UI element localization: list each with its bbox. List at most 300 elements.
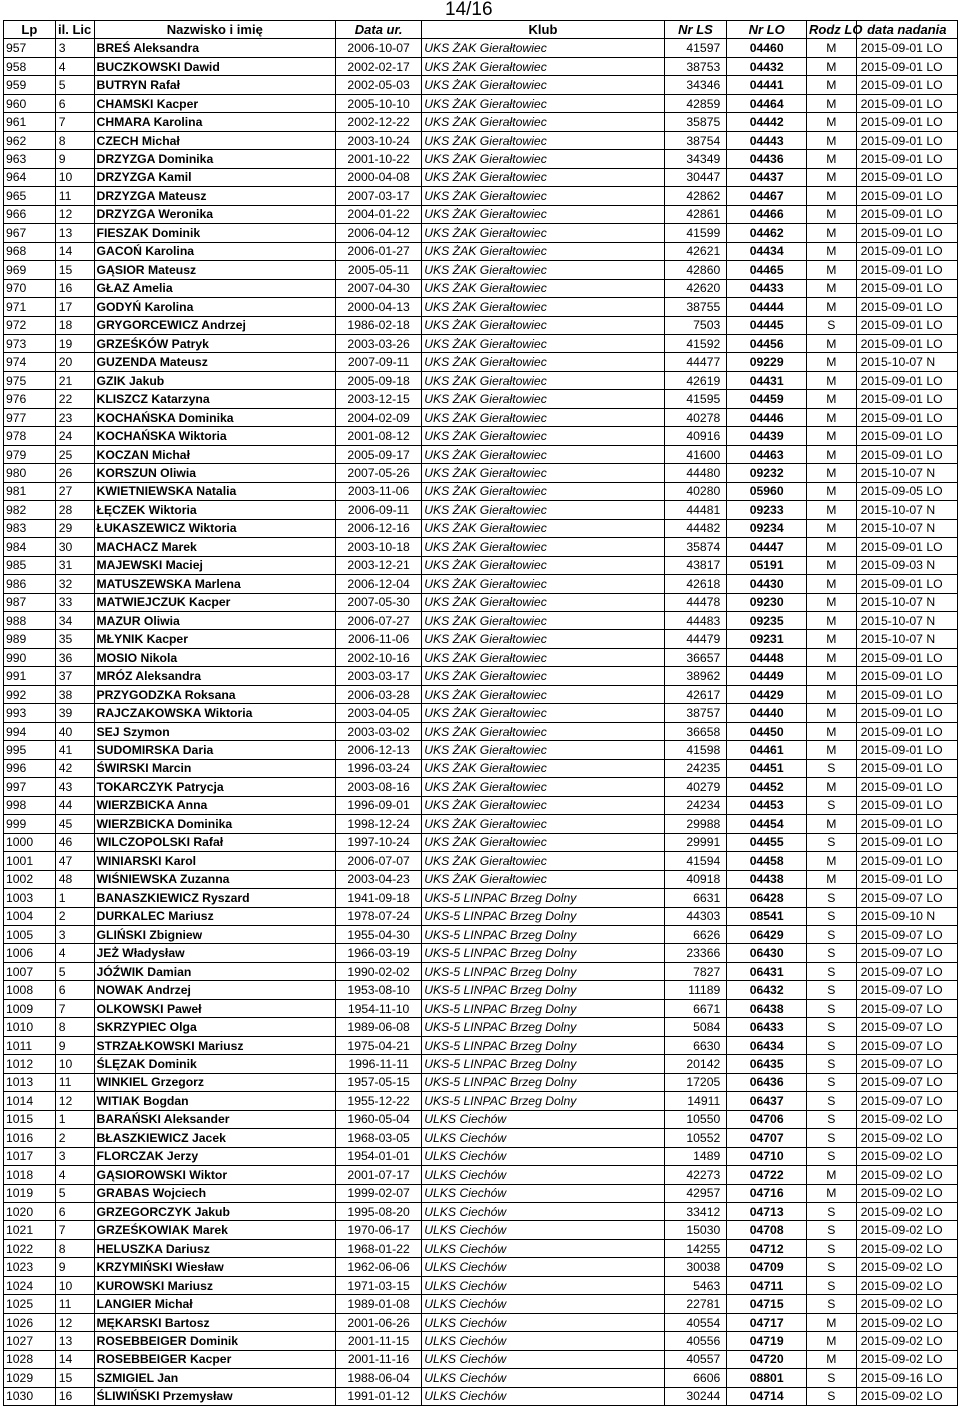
cell-lic: 3 — [55, 925, 94, 943]
cell-club: UKS-5 LINPAC Brzeg Dolny — [422, 907, 665, 925]
cell-name: SEJ Szymon — [94, 722, 335, 740]
table-row — [4, 205, 958, 223]
cell-nr-ls: 15030 — [664, 1221, 727, 1239]
cell-nr-ls: 44303 — [664, 907, 727, 925]
cell-club: UKS ŻAK Gierałtowiec — [422, 94, 665, 112]
cell-rodz-lo: M — [807, 224, 857, 242]
cell-nr-lo: 05191 — [727, 556, 807, 574]
cell-nr-lo: 06429 — [727, 925, 807, 943]
cell-rodz-lo: M — [807, 131, 857, 149]
cell-rodz-lo: M — [807, 113, 857, 131]
cell-nr-lo: 04439 — [727, 427, 807, 445]
cell-dob: 1996-11-11 — [335, 1055, 421, 1073]
table-row — [4, 999, 958, 1017]
table-row — [4, 1332, 958, 1350]
cell-rodz-lo: M — [807, 852, 857, 870]
cell-date: 2015-09-02 LO — [856, 1166, 957, 1184]
cell-name: SUDOMIRSKA Daria — [94, 741, 335, 759]
cell-nr-ls: 38753 — [664, 57, 727, 75]
cell-nr-ls: 40916 — [664, 427, 727, 445]
cell-nr-ls: 30038 — [664, 1258, 727, 1276]
cell-rodz-lo: M — [807, 298, 857, 316]
cell-club: UKS-5 LINPAC Brzeg Dolny — [422, 1073, 665, 1091]
cell-rodz-lo: M — [807, 519, 857, 537]
table-row — [4, 1055, 958, 1073]
cell-nr-lo: 04433 — [727, 279, 807, 297]
cell-lp: 1011 — [4, 1036, 56, 1054]
table-row — [4, 575, 958, 593]
cell-nr-ls: 42619 — [664, 371, 727, 389]
cell-nr-ls: 41592 — [664, 334, 727, 352]
cell-club: UKS ŻAK Gierałtowiec — [422, 685, 665, 703]
cell-rodz-lo: M — [807, 464, 857, 482]
cell-club: UKS ŻAK Gierałtowiec — [422, 759, 665, 777]
cell-rodz-lo: M — [807, 205, 857, 223]
cell-dob: 2000-04-08 — [335, 168, 421, 186]
cell-name: ŚWIRSKI Marcin — [94, 759, 335, 777]
cell-rodz-lo: S — [807, 907, 857, 925]
cell-lp: 1002 — [4, 870, 56, 888]
table-row — [4, 981, 958, 999]
cell-name: KOCHAŃSKA Dominika — [94, 408, 335, 426]
cell-club: UKS ŻAK Gierałtowiec — [422, 556, 665, 574]
cell-nr-lo: 04431 — [727, 371, 807, 389]
cell-rodz-lo: S — [807, 1239, 857, 1257]
cell-name: WINIARSKI Karol — [94, 852, 335, 870]
cell-lic: 48 — [55, 870, 94, 888]
table-row — [4, 464, 958, 482]
cell-nr-lo: 09233 — [727, 501, 807, 519]
cell-club: UKS ŻAK Gierałtowiec — [422, 242, 665, 260]
cell-club: UKS ŻAK Gierałtowiec — [422, 778, 665, 796]
table-row — [4, 113, 958, 131]
cell-dob: 1996-03-24 — [335, 759, 421, 777]
cell-nr-lo: 09229 — [727, 353, 807, 371]
table-row — [4, 1276, 958, 1294]
cell-nr-ls: 44481 — [664, 501, 727, 519]
cell-dob: 2006-12-04 — [335, 575, 421, 593]
cell-date: 2015-09-01 LO — [856, 833, 957, 851]
cell-nr-ls: 44482 — [664, 519, 727, 537]
table-row — [4, 778, 958, 796]
cell-nr-ls: 6631 — [664, 889, 727, 907]
cell-dob: 1988-06-04 — [335, 1369, 421, 1387]
cell-nr-lo: 04442 — [727, 113, 807, 131]
cell-rodz-lo: S — [807, 925, 857, 943]
cell-lic: 42 — [55, 759, 94, 777]
cell-lic: 6 — [55, 94, 94, 112]
cell-lic: 4 — [55, 57, 94, 75]
cell-name: BANASZKIEWICZ Ryszard — [94, 889, 335, 907]
cell-name: ŁUKASZEWICZ Wiktoria — [94, 519, 335, 537]
cell-lic: 13 — [55, 224, 94, 242]
cell-lic: 46 — [55, 833, 94, 851]
cell-rodz-lo: S — [807, 1258, 857, 1276]
cell-lic: 29 — [55, 519, 94, 537]
cell-date: 2015-09-01 LO — [856, 796, 957, 814]
cell-lic: 10 — [55, 1276, 94, 1294]
table-row — [4, 1110, 958, 1128]
cell-nr-lo: 04437 — [727, 168, 807, 186]
cell-lp: 962 — [4, 131, 56, 149]
table-row — [4, 1073, 958, 1091]
col-header-date: data nadania — [856, 21, 957, 39]
cell-dob: 2002-02-17 — [335, 57, 421, 75]
cell-club: UKS-5 LINPAC Brzeg Dolny — [422, 962, 665, 980]
cell-nr-ls: 7503 — [664, 316, 727, 334]
cell-nr-lo: 04448 — [727, 648, 807, 666]
cell-dob: 1968-03-05 — [335, 1129, 421, 1147]
cell-name: CHAMSKI Kacper — [94, 94, 335, 112]
cell-date: 2015-09-01 LO — [856, 575, 957, 593]
table-row — [4, 944, 958, 962]
cell-nr-lo: 09230 — [727, 593, 807, 611]
cell-date: 2015-09-02 LO — [856, 1110, 957, 1128]
cell-lp: 961 — [4, 113, 56, 131]
cell-lic: 4 — [55, 944, 94, 962]
cell-lp: 963 — [4, 150, 56, 168]
cell-name: GLIŃSKI Zbigniew — [94, 925, 335, 943]
cell-rodz-lo: S — [807, 316, 857, 334]
cell-nr-ls: 6626 — [664, 925, 727, 943]
cell-date: 2015-09-01 LO — [856, 76, 957, 94]
cell-nr-ls: 34346 — [664, 76, 727, 94]
cell-club: UKS ŻAK Gierałtowiec — [422, 168, 665, 186]
table-row — [4, 1092, 958, 1110]
cell-lp: 969 — [4, 261, 56, 279]
cell-nr-lo: 09231 — [727, 630, 807, 648]
cell-club: ULKS Ciechów — [422, 1350, 665, 1368]
cell-nr-ls: 1489 — [664, 1147, 727, 1165]
cell-date: 2015-09-01 LO — [856, 722, 957, 740]
cell-club: UKS ŻAK Gierałtowiec — [422, 815, 665, 833]
cell-lic: 37 — [55, 667, 94, 685]
table-row — [4, 519, 958, 537]
cell-lp: 991 — [4, 667, 56, 685]
cell-lp: 983 — [4, 519, 56, 537]
cell-dob: 1966-03-19 — [335, 944, 421, 962]
cell-club: UKS ŻAK Gierałtowiec — [422, 704, 665, 722]
cell-name: BREŚ Aleksandra — [94, 39, 335, 57]
cell-date: 2015-09-03 N — [856, 556, 957, 574]
cell-nr-lo: 04713 — [727, 1203, 807, 1221]
cell-date: 2015-09-01 LO — [856, 759, 957, 777]
cell-dob: 2002-12-22 — [335, 113, 421, 131]
cell-name: KWIETNIEWSKA Natalia — [94, 482, 335, 500]
cell-club: UKS-5 LINPAC Brzeg Dolny — [422, 944, 665, 962]
cell-lic: 27 — [55, 482, 94, 500]
cell-rodz-lo: M — [807, 261, 857, 279]
cell-dob: 2007-05-30 — [335, 593, 421, 611]
table-row — [4, 870, 958, 888]
cell-club: UKS ŻAK Gierałtowiec — [422, 630, 665, 648]
cell-dob: 2000-04-13 — [335, 298, 421, 316]
cell-club: ULKS Ciechów — [422, 1221, 665, 1239]
table-row — [4, 261, 958, 279]
table-row — [4, 1129, 958, 1147]
cell-lp: 1030 — [4, 1387, 56, 1405]
cell-nr-ls: 17205 — [664, 1073, 727, 1091]
cell-lp: 999 — [4, 815, 56, 833]
cell-nr-ls: 41599 — [664, 224, 727, 242]
cell-club: UKS ŻAK Gierałtowiec — [422, 57, 665, 75]
cell-date: 2015-09-01 LO — [856, 113, 957, 131]
cell-lic: 20 — [55, 353, 94, 371]
cell-club: UKS ŻAK Gierałtowiec — [422, 353, 665, 371]
cell-dob: 1989-06-08 — [335, 1018, 421, 1036]
cell-rodz-lo: M — [807, 57, 857, 75]
cell-lic: 30 — [55, 538, 94, 556]
cell-lp: 1026 — [4, 1313, 56, 1331]
cell-dob: 2003-04-05 — [335, 704, 421, 722]
cell-rodz-lo: M — [807, 334, 857, 352]
cell-club: ULKS Ciechów — [422, 1239, 665, 1257]
cell-nr-lo: 04709 — [727, 1258, 807, 1276]
table-row — [4, 57, 958, 75]
cell-date: 2015-09-02 LO — [856, 1350, 957, 1368]
cell-lic: 33 — [55, 593, 94, 611]
cell-lp: 1025 — [4, 1295, 56, 1313]
cell-lic: 43 — [55, 778, 94, 796]
cell-date: 2015-09-01 LO — [856, 57, 957, 75]
cell-dob: 1995-08-20 — [335, 1203, 421, 1221]
cell-date: 2015-09-01 LO — [856, 704, 957, 722]
cell-lp: 984 — [4, 538, 56, 556]
cell-nr-lo: 04715 — [727, 1295, 807, 1313]
cell-name: STRZAŁKOWSKI Mariusz — [94, 1036, 335, 1054]
cell-name: GRZEGORCZYK Jakub — [94, 1203, 335, 1221]
cell-date: 2015-10-07 N — [856, 612, 957, 630]
cell-club: UKS-5 LINPAC Brzeg Dolny — [422, 981, 665, 999]
cell-rodz-lo: M — [807, 815, 857, 833]
cell-lic: 44 — [55, 796, 94, 814]
cell-lic: 45 — [55, 815, 94, 833]
cell-lic: 17 — [55, 298, 94, 316]
page-number: 14/16 — [445, 0, 493, 20]
cell-lp: 1001 — [4, 852, 56, 870]
cell-lp: 1000 — [4, 833, 56, 851]
cell-rodz-lo: M — [807, 870, 857, 888]
cell-lic: 19 — [55, 334, 94, 352]
col-header-name: Nazwisko i imię — [94, 21, 335, 39]
table-row — [4, 1369, 958, 1387]
table-row — [4, 445, 958, 463]
cell-dob: 1989-01-08 — [335, 1295, 421, 1313]
cell-lic: 6 — [55, 981, 94, 999]
cell-date: 2015-09-01 LO — [856, 667, 957, 685]
cell-club: UKS-5 LINPAC Brzeg Dolny — [422, 1055, 665, 1073]
cell-lp: 977 — [4, 408, 56, 426]
cell-lp: 981 — [4, 482, 56, 500]
cell-nr-ls: 24235 — [664, 759, 727, 777]
cell-lic: 16 — [55, 279, 94, 297]
cell-rodz-lo: M — [807, 39, 857, 57]
cell-nr-ls: 36658 — [664, 722, 727, 740]
cell-nr-lo: 04430 — [727, 575, 807, 593]
cell-name: KOCHAŃSKA Wiktoria — [94, 427, 335, 445]
cell-nr-ls: 29991 — [664, 833, 727, 851]
cell-lp: 1013 — [4, 1073, 56, 1091]
table-row — [4, 962, 958, 980]
cell-lp: 1014 — [4, 1092, 56, 1110]
cell-lic: 11 — [55, 187, 94, 205]
cell-rodz-lo: M — [807, 704, 857, 722]
cell-dob: 2001-07-17 — [335, 1166, 421, 1184]
cell-dob: 2002-05-03 — [335, 76, 421, 94]
cell-club: UKS ŻAK Gierałtowiec — [422, 519, 665, 537]
cell-nr-ls: 38755 — [664, 298, 727, 316]
cell-name: ŚLIWIŃSKI Przemysław — [94, 1387, 335, 1405]
cell-nr-lo: 06428 — [727, 889, 807, 907]
cell-lp: 965 — [4, 187, 56, 205]
cell-lic: 35 — [55, 630, 94, 648]
cell-date: 2015-09-01 LO — [856, 279, 957, 297]
cell-date: 2015-09-01 LO — [856, 205, 957, 223]
cell-dob: 2001-06-26 — [335, 1313, 421, 1331]
cell-date: 2015-09-02 LO — [856, 1258, 957, 1276]
cell-date: 2015-09-01 LO — [856, 427, 957, 445]
cell-name: DURKALEC Mariusz — [94, 907, 335, 925]
cell-nr-lo: 04706 — [727, 1110, 807, 1128]
cell-name: GRZEŚKÓW Patryk — [94, 334, 335, 352]
cell-name: WILCZOPOLSKI Rafał — [94, 833, 335, 851]
table-row — [4, 150, 958, 168]
cell-lp: 960 — [4, 94, 56, 112]
cell-nr-lo: 06430 — [727, 944, 807, 962]
table-body — [4, 39, 958, 1406]
cell-lic: 15 — [55, 1369, 94, 1387]
cell-name: MĘKARSKI Bartosz — [94, 1313, 335, 1331]
cell-club: UKS-5 LINPAC Brzeg Dolny — [422, 889, 665, 907]
cell-dob: 2001-08-12 — [335, 427, 421, 445]
cell-club: UKS ŻAK Gierałtowiec — [422, 796, 665, 814]
cell-date: 2015-09-02 LO — [856, 1387, 957, 1405]
cell-dob: 1955-12-22 — [335, 1092, 421, 1110]
cell-dob: 2003-10-18 — [335, 538, 421, 556]
cell-nr-ls: 38757 — [664, 704, 727, 722]
table-row — [4, 741, 958, 759]
cell-dob: 2003-12-21 — [335, 556, 421, 574]
cell-lic: 9 — [55, 1036, 94, 1054]
cell-date: 2015-09-07 LO — [856, 889, 957, 907]
cell-nr-ls: 38754 — [664, 131, 727, 149]
cell-dob: 2006-10-07 — [335, 39, 421, 57]
cell-club: UKS ŻAK Gierałtowiec — [422, 538, 665, 556]
cell-lp: 980 — [4, 464, 56, 482]
cell-nr-ls: 7827 — [664, 962, 727, 980]
cell-lp: 1020 — [4, 1203, 56, 1221]
cell-name: GRABAS Wojciech — [94, 1184, 335, 1202]
cell-name: MAZUR Oliwia — [94, 612, 335, 630]
cell-nr-ls: 40554 — [664, 1313, 727, 1331]
cell-rodz-lo: M — [807, 1313, 857, 1331]
cell-dob: 2003-08-16 — [335, 778, 421, 796]
cell-lic: 31 — [55, 556, 94, 574]
table-row — [4, 371, 958, 389]
col-header-lic: il. Lic — [55, 21, 94, 39]
cell-dob: 1955-04-30 — [335, 925, 421, 943]
cell-lic: 7 — [55, 1221, 94, 1239]
cell-lic: 12 — [55, 1313, 94, 1331]
table-row — [4, 796, 958, 814]
cell-nr-ls: 14911 — [664, 1092, 727, 1110]
cell-lp: 985 — [4, 556, 56, 574]
cell-name: CZECH Michał — [94, 131, 335, 149]
cell-nr-ls: 14255 — [664, 1239, 727, 1257]
table-row — [4, 76, 958, 94]
cell-date: 2015-09-01 LO — [856, 150, 957, 168]
table-row — [4, 612, 958, 630]
cell-rodz-lo: M — [807, 1350, 857, 1368]
cell-club: UKS ŻAK Gierałtowiec — [422, 648, 665, 666]
cell-date: 2015-09-02 LO — [856, 1129, 957, 1147]
cell-dob: 2006-11-06 — [335, 630, 421, 648]
cell-nr-ls: 10552 — [664, 1129, 727, 1147]
cell-dob: 2006-07-07 — [335, 852, 421, 870]
cell-date: 2015-09-01 LO — [856, 445, 957, 463]
cell-name: SZMIGIEL Jan — [94, 1369, 335, 1387]
cell-dob: 1986-02-18 — [335, 316, 421, 334]
cell-dob: 1941-09-18 — [335, 889, 421, 907]
cell-club: ULKS Ciechów — [422, 1110, 665, 1128]
cell-rodz-lo: M — [807, 575, 857, 593]
cell-lp: 1019 — [4, 1184, 56, 1202]
col-header-lp: Lp — [4, 21, 56, 39]
table-row — [4, 1018, 958, 1036]
table-row — [4, 1184, 958, 1202]
cell-lic: 28 — [55, 501, 94, 519]
cell-club: UKS ŻAK Gierałtowiec — [422, 575, 665, 593]
cell-rodz-lo: S — [807, 1073, 857, 1091]
cell-club: UKS ŻAK Gierałtowiec — [422, 593, 665, 611]
cell-nr-lo: 04714 — [727, 1387, 807, 1405]
cell-name: FIESZAK Dominik — [94, 224, 335, 242]
cell-club: UKS ŻAK Gierałtowiec — [422, 131, 665, 149]
cell-nr-ls: 29988 — [664, 815, 727, 833]
cell-nr-ls: 42617 — [664, 685, 727, 703]
cell-lp: 1022 — [4, 1239, 56, 1257]
cell-name: GZIK Jakub — [94, 371, 335, 389]
cell-name: BŁASZKIEWICZ Jacek — [94, 1129, 335, 1147]
table-row — [4, 353, 958, 371]
cell-rodz-lo: S — [807, 1295, 857, 1313]
cell-date: 2015-10-07 N — [856, 501, 957, 519]
table-row — [4, 408, 958, 426]
cell-lic: 41 — [55, 741, 94, 759]
cell-date: 2015-09-02 LO — [856, 1184, 957, 1202]
table-row — [4, 1147, 958, 1165]
cell-club: UKS-5 LINPAC Brzeg Dolny — [422, 1018, 665, 1036]
cell-rodz-lo: M — [807, 445, 857, 463]
cell-nr-ls: 40279 — [664, 778, 727, 796]
cell-rodz-lo: S — [807, 981, 857, 999]
table-row — [4, 1350, 958, 1368]
cell-date: 2015-09-01 LO — [856, 131, 957, 149]
cell-name: DRZYZGA Kamil — [94, 168, 335, 186]
cell-lp: 979 — [4, 445, 56, 463]
cell-lp: 996 — [4, 759, 56, 777]
cell-nr-lo: 06433 — [727, 1018, 807, 1036]
cell-nr-lo: 06434 — [727, 1036, 807, 1054]
cell-date: 2015-10-07 N — [856, 353, 957, 371]
cell-name: JEŻ Władysław — [94, 944, 335, 962]
cell-name: KORSZUN Oliwia — [94, 464, 335, 482]
cell-name: CHMARA Karolina — [94, 113, 335, 131]
cell-lp: 1007 — [4, 962, 56, 980]
cell-lic: 12 — [55, 1092, 94, 1110]
cell-name: DRZYZGA Weronika — [94, 205, 335, 223]
cell-lp: 990 — [4, 648, 56, 666]
